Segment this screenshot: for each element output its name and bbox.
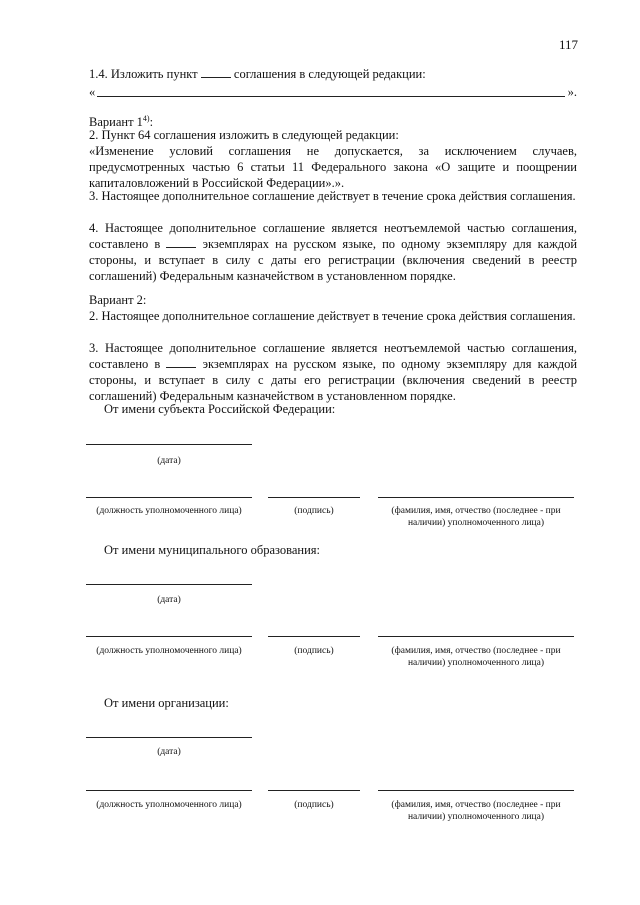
- item-1-4: [89, 66, 577, 82]
- variant1-title-suffix: :: [149, 115, 154, 130]
- date-line: [86, 444, 252, 445]
- position-caption: (должность уполномоченного лица): [96, 506, 242, 516]
- position-line: [86, 790, 252, 791]
- item-1-4-text-before: 1.4. Изложить пункт: [89, 67, 198, 81]
- signature-heading-region: От имени субъекта Российской Федерации:: [104, 402, 336, 416]
- variant1-paragraph-3: 3. Настоящее дополнительное соглашение действует в течение срока действия соглашения.: [89, 189, 576, 203]
- signature-caption: (подпись): [294, 646, 334, 656]
- position-caption: (должность уполномоченного лица): [96, 800, 242, 810]
- signature-heading-organization: От имени организации:: [104, 696, 229, 710]
- variant2-p3-after: экземплярах на русском языке, по одному экземпляру для каждой стороны, и вступает в силу с даты его регистрации (включения сведений в реестр соглашений) Федеральным казначейством в установленном порядке.: [89, 357, 578, 403]
- date-caption: (дата): [157, 456, 181, 466]
- copies-count-blank: [166, 237, 196, 248]
- name-caption: (фамилия, имя, отчество (последнее - при наличии) уполномоченного лица): [391, 800, 561, 822]
- name-caption: (фамилия, имя, отчество (последнее - при наличии) уполномоченного лица): [391, 506, 561, 528]
- signature-line: [268, 790, 360, 791]
- variant2-paragraph-3: [89, 340, 577, 404]
- variant1-paragraph-4: [89, 220, 577, 284]
- variant1-p4-before: 4. Настоящее дополнительное соглашение является неотъемлемой частью соглашения, составлено в: [89, 221, 577, 251]
- variant1-p4-after: экземплярах на русском языке, по одному экземпляру для каждой стороны, и вступает в силу с даты его регистрации (включения сведений в реестр соглашений) Федеральным казначейством в установленном порядке.: [89, 237, 578, 283]
- copies-count-blank: [166, 357, 196, 368]
- quote-close: ».: [567, 85, 577, 99]
- name-line: [378, 636, 574, 637]
- item-number-blank: [201, 67, 231, 78]
- variant2-paragraph-2: 2. Настоящее дополнительное соглашение действует в течение срока действия соглашения.: [89, 309, 576, 323]
- name-line: [378, 497, 574, 498]
- position-caption: (должность уполномоченного лица): [96, 646, 242, 656]
- quote-open: «: [89, 85, 96, 99]
- redaction-quote-line: [89, 85, 577, 99]
- footnote-ref: 4): [142, 114, 150, 123]
- signature-caption: (подпись): [294, 506, 334, 516]
- signature-line: [268, 497, 360, 498]
- date-caption: (дата): [157, 747, 181, 757]
- signature-heading-municipality: От имени муниципального образования:: [104, 543, 321, 557]
- variant2-p3-before: 3. Настоящее дополнительное соглашение является неотъемлемой частью соглашения, составлено в: [89, 341, 577, 371]
- name-caption: (фамилия, имя, отчество (последнее - при наличии) уполномоченного лица): [391, 646, 561, 668]
- position-line: [86, 497, 252, 498]
- redaction-blank-line: [97, 96, 565, 97]
- signature-caption: (подпись): [294, 800, 334, 810]
- date-caption: (дата): [157, 595, 181, 605]
- date-line: [86, 737, 252, 738]
- variant2-title: Вариант 2:: [89, 293, 147, 307]
- variant1-title-text: Вариант 1: [89, 115, 143, 130]
- name-line: [378, 790, 574, 791]
- page-number: 117: [558, 37, 578, 52]
- signature-line: [268, 636, 360, 637]
- position-line: [86, 636, 252, 637]
- date-line: [86, 584, 252, 585]
- variant1-paragraph-2: 2. Пункт 64 соглашения изложить в следующей редакции:: [89, 128, 399, 142]
- variant1-paragraph-2-quote: «Изменение условий соглашения не допускается, за исключением случаев, предусмотренных частью 6 статьи 11 Федерального закона «О защите и поощрении капиталовложений в Российской Федерации».».: [89, 144, 577, 190]
- item-1-4-text-after: соглашения в следующей редакции:: [233, 67, 426, 81]
